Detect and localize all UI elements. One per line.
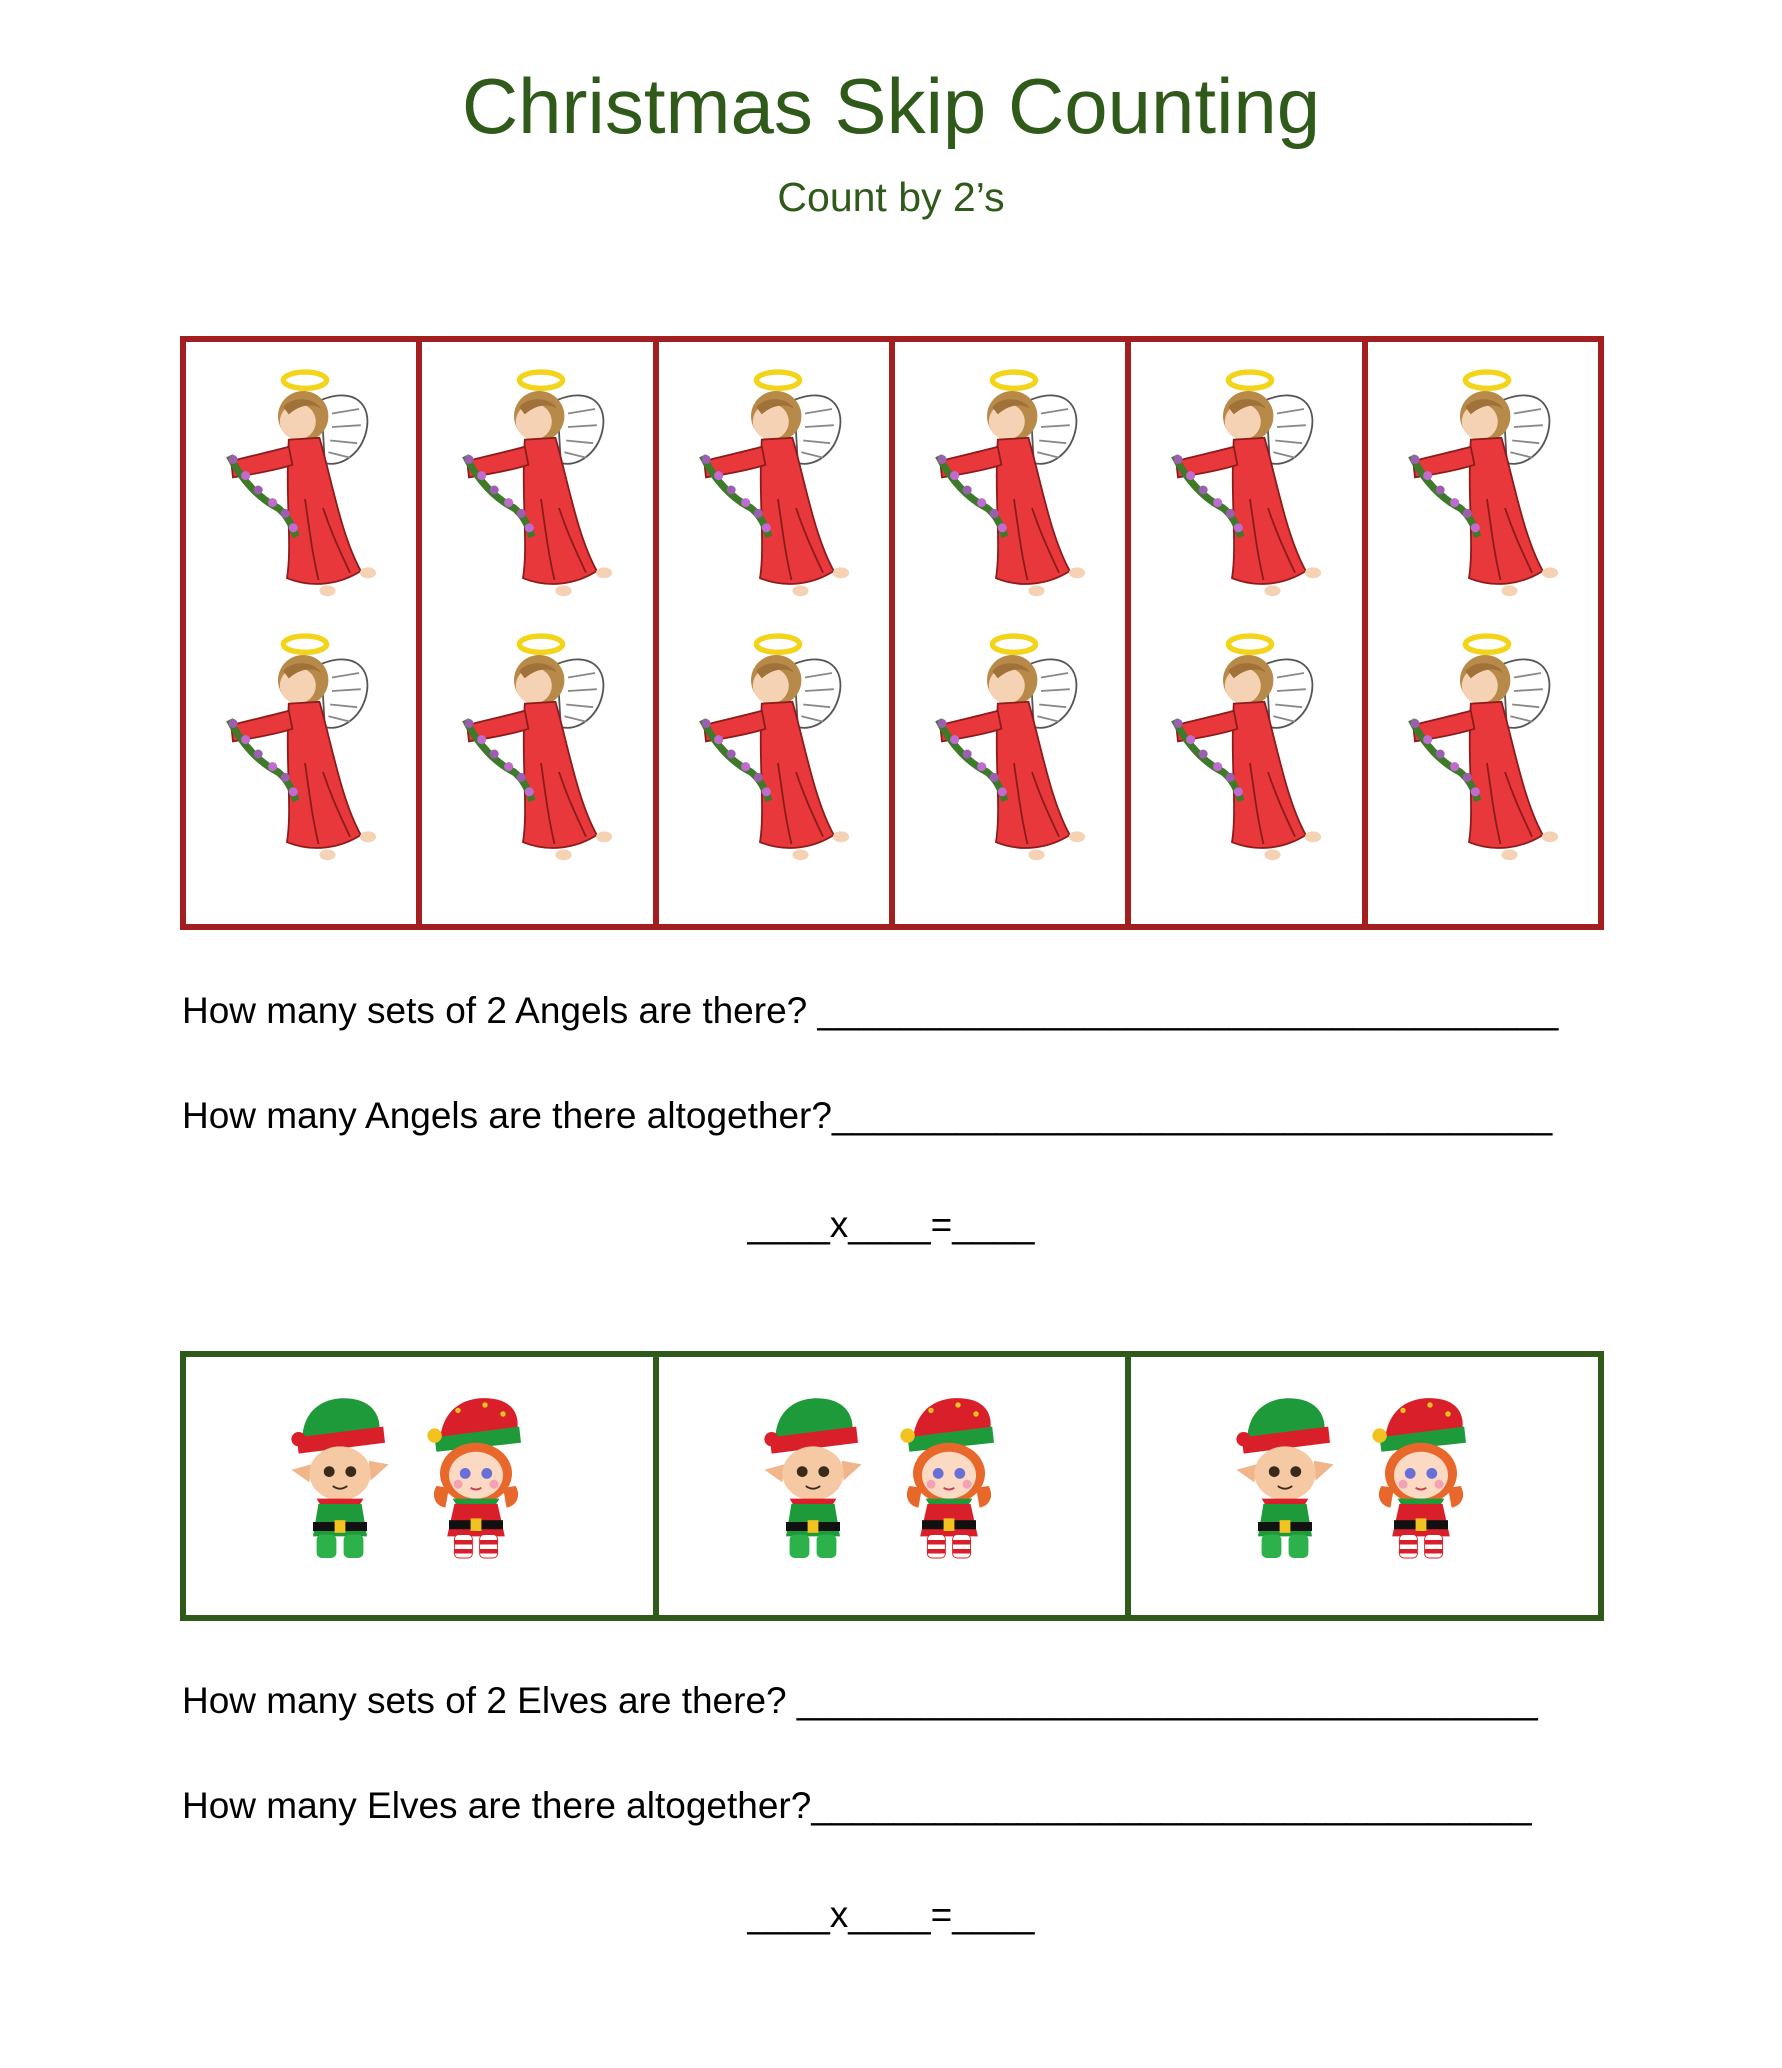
boy-elf-icon <box>1231 1387 1339 1567</box>
elves-total-question: How many Elves are there altogether?___________________________________ <box>182 1785 1532 1826</box>
elf-group-cell <box>1125 1357 1598 1615</box>
boy-elf-icon <box>286 1387 394 1567</box>
girl-elf-icon <box>895 1387 1003 1567</box>
angels-equation: ____x____=____ <box>747 1204 1035 1245</box>
angel-icon <box>1388 364 1568 616</box>
page-title: Christmas Skip Counting <box>461 62 1321 150</box>
angels-panel <box>180 336 1604 930</box>
angel-group-cell <box>1125 342 1361 924</box>
angel-group-cell <box>186 342 416 924</box>
angel-group-cell <box>889 342 1125 924</box>
girl-elf-icon <box>1367 1387 1475 1567</box>
angel-icon <box>679 628 859 880</box>
angels-total-question: How many Angels are there altogether?___________________________________ <box>182 1095 1553 1136</box>
angel-icon <box>442 364 622 616</box>
elf-group-cell <box>653 1357 1126 1615</box>
angel-group-cell <box>416 342 652 924</box>
elves-panel <box>180 1351 1604 1621</box>
angel-icon <box>442 628 622 880</box>
angel-icon <box>1151 364 1331 616</box>
elf-group-cell <box>186 1357 653 1615</box>
angel-icon <box>679 364 859 616</box>
boy-elf-icon <box>759 1387 867 1567</box>
angel-icon <box>915 364 1095 616</box>
angel-icon <box>915 628 1095 880</box>
elves-equation: ____x____=____ <box>747 1894 1035 1935</box>
angel-group-cell <box>653 342 889 924</box>
page-subtitle: Count by 2’s <box>777 174 1005 220</box>
angel-icon <box>206 628 386 880</box>
angel-icon <box>1388 628 1568 880</box>
angel-icon <box>1151 628 1331 880</box>
girl-elf-icon <box>422 1387 530 1567</box>
angel-icon <box>206 364 386 616</box>
angels-sets-question: How many sets of 2 Angels are there? ____________________________________ <box>182 990 1559 1031</box>
angel-group-cell <box>1362 342 1598 924</box>
elves-sets-question: How many sets of 2 Elves are there? ____________________________________ <box>182 1680 1538 1721</box>
